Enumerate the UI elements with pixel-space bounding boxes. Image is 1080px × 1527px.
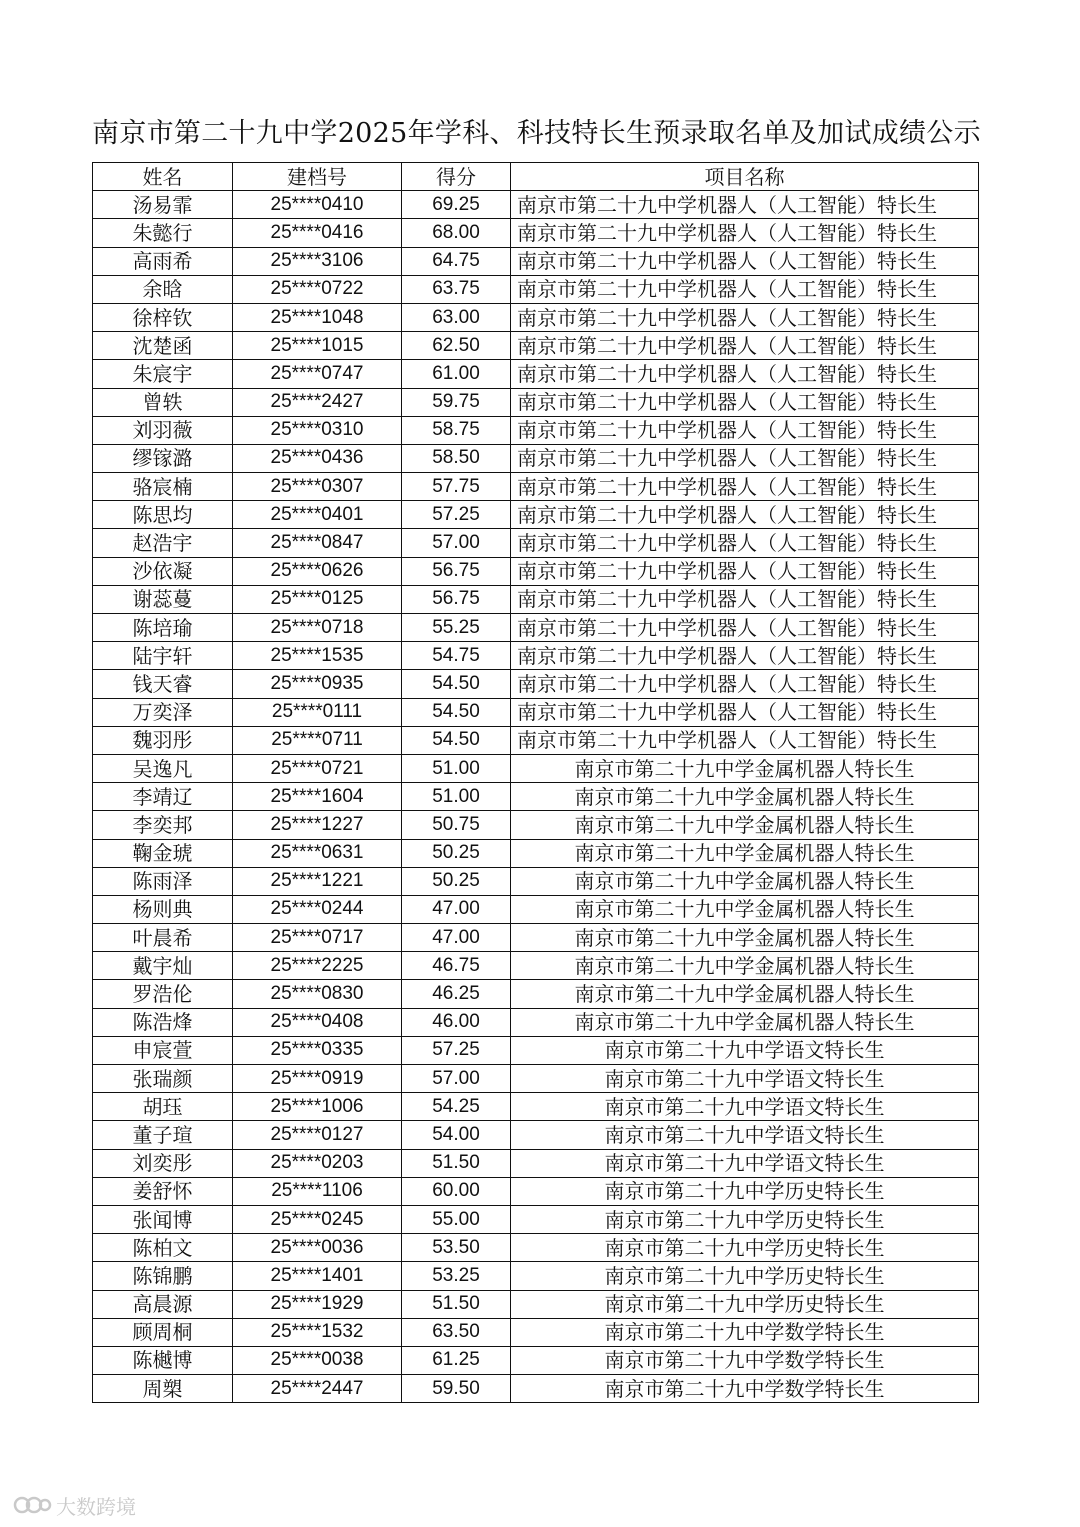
cell-score: 47.00 <box>402 895 511 923</box>
cell-project: 南京市第二十九中学数学特长生 <box>511 1375 979 1403</box>
table-row <box>93 642 979 670</box>
cell-project: 南京市第二十九中学机器人（人工智能）特长生 <box>511 191 979 219</box>
table-row <box>93 839 979 867</box>
table-row <box>93 529 979 557</box>
cell-id: 25****0718 <box>233 614 402 642</box>
cell-project: 南京市第二十九中学金属机器人特长生 <box>511 811 979 839</box>
table-row <box>93 1177 979 1205</box>
cell-project: 南京市第二十九中学金属机器人特长生 <box>511 980 979 1008</box>
cell-id: 25****3106 <box>233 247 402 275</box>
table-row <box>93 670 979 698</box>
table-row <box>93 1093 979 1121</box>
cell-project: 南京市第二十九中学语文特长生 <box>511 1093 979 1121</box>
cell-score: 54.50 <box>402 670 511 698</box>
cell-project: 南京市第二十九中学机器人（人工智能）特长生 <box>511 444 979 472</box>
cell-name: 陈柏文 <box>93 1234 233 1262</box>
table-row <box>93 614 979 642</box>
cell-id: 25****0722 <box>233 275 402 303</box>
cell-name: 董子瑄 <box>93 1121 233 1149</box>
cell-project: 南京市第二十九中学机器人（人工智能）特长生 <box>511 473 979 501</box>
cell-project: 南京市第二十九中学机器人（人工智能）特长生 <box>511 529 979 557</box>
cell-project: 南京市第二十九中学机器人（人工智能）特长生 <box>511 642 979 670</box>
header-name: 姓名 <box>93 163 233 191</box>
header-id: 建档号 <box>233 163 402 191</box>
cell-name: 魏羽彤 <box>93 726 233 754</box>
cell-score: 62.50 <box>402 332 511 360</box>
table-row <box>93 1375 979 1403</box>
cell-name: 谢蕊蔓 <box>93 585 233 613</box>
cell-id: 25****1006 <box>233 1093 402 1121</box>
cell-name: 罗浩伦 <box>93 980 233 1008</box>
cell-project: 南京市第二十九中学历史特长生 <box>511 1290 979 1318</box>
cell-id: 25****2427 <box>233 388 402 416</box>
table-row <box>93 980 979 1008</box>
cell-id: 25****0111 <box>233 698 402 726</box>
cell-project: 南京市第二十九中学机器人（人工智能）特长生 <box>511 275 979 303</box>
cell-score: 58.50 <box>402 444 511 472</box>
cell-name: 赵浩宇 <box>93 529 233 557</box>
cell-score: 55.00 <box>402 1205 511 1233</box>
cell-id: 25****0408 <box>233 1008 402 1036</box>
table-row <box>93 1290 979 1318</box>
cell-project: 南京市第二十九中学机器人（人工智能）特长生 <box>511 726 979 754</box>
cell-score: 47.00 <box>402 924 511 952</box>
cell-name: 徐梓钦 <box>93 303 233 331</box>
cell-project: 南京市第二十九中学金属机器人特长生 <box>511 952 979 980</box>
cell-score: 46.00 <box>402 1008 511 1036</box>
table-row <box>93 1346 979 1374</box>
table-row <box>93 557 979 585</box>
cell-project: 南京市第二十九中学历史特长生 <box>511 1177 979 1205</box>
cell-score: 57.75 <box>402 473 511 501</box>
cell-score: 64.75 <box>402 247 511 275</box>
cell-project: 南京市第二十九中学历史特长生 <box>511 1205 979 1233</box>
cell-score: 59.50 <box>402 1375 511 1403</box>
cell-name: 刘羽薇 <box>93 416 233 444</box>
table-row <box>93 811 979 839</box>
cell-id: 25****1929 <box>233 1290 402 1318</box>
table-row <box>93 473 979 501</box>
cell-id: 25****1015 <box>233 332 402 360</box>
cell-score: 57.00 <box>402 1065 511 1093</box>
cell-project: 南京市第二十九中学机器人（人工智能）特长生 <box>511 303 979 331</box>
cell-project: 南京市第二十九中学机器人（人工智能）特长生 <box>511 698 979 726</box>
cell-id: 25****0245 <box>233 1205 402 1233</box>
cell-id: 25****0127 <box>233 1121 402 1149</box>
table-row <box>93 585 979 613</box>
cell-project: 南京市第二十九中学数学特长生 <box>511 1318 979 1346</box>
cell-project: 南京市第二十九中学机器人（人工智能）特长生 <box>511 332 979 360</box>
cell-score: 50.25 <box>402 867 511 895</box>
table-row <box>93 1036 979 1064</box>
watermark <box>12 1492 136 1518</box>
table-row <box>93 867 979 895</box>
cell-score: 61.25 <box>402 1346 511 1374</box>
table-row <box>93 1121 979 1149</box>
table-row <box>93 754 979 782</box>
cell-project: 南京市第二十九中学历史特长生 <box>511 1262 979 1290</box>
cell-name: 陈雨泽 <box>93 867 233 895</box>
table-row <box>93 1234 979 1262</box>
table-row <box>93 1149 979 1177</box>
cell-score: 63.00 <box>402 303 511 331</box>
cell-id: 25****0307 <box>233 473 402 501</box>
cell-id: 25****0747 <box>233 360 402 388</box>
cell-project: 南京市第二十九中学机器人（人工智能）特长生 <box>511 219 979 247</box>
cell-score: 63.50 <box>402 1318 511 1346</box>
cell-name: 余晗 <box>93 275 233 303</box>
cell-score: 46.25 <box>402 980 511 1008</box>
cell-name: 叶晨希 <box>93 924 233 952</box>
cell-id: 25****0244 <box>233 895 402 923</box>
cell-score: 51.00 <box>402 754 511 782</box>
cell-name: 张闻博 <box>93 1205 233 1233</box>
watermark-logo-icon <box>12 1495 52 1515</box>
table-row <box>93 726 979 754</box>
table-row <box>93 360 979 388</box>
cell-name: 胡珏 <box>93 1093 233 1121</box>
cell-score: 51.50 <box>402 1290 511 1318</box>
cell-id: 25****0410 <box>233 191 402 219</box>
cell-project: 南京市第二十九中学机器人（人工智能）特长生 <box>511 360 979 388</box>
cell-id: 25****1535 <box>233 642 402 670</box>
table-row <box>93 1318 979 1346</box>
cell-score: 53.25 <box>402 1262 511 1290</box>
cell-score: 56.75 <box>402 557 511 585</box>
cell-score: 56.75 <box>402 585 511 613</box>
cell-id: 25****0847 <box>233 529 402 557</box>
cell-name: 顾周桐 <box>93 1318 233 1346</box>
cell-project: 南京市第二十九中学机器人（人工智能）特长生 <box>511 670 979 698</box>
cell-name: 陈锦鹏 <box>93 1262 233 1290</box>
cell-id: 25****0631 <box>233 839 402 867</box>
table-row <box>93 1262 979 1290</box>
cell-name: 高晨源 <box>93 1290 233 1318</box>
cell-name: 沈楚函 <box>93 332 233 360</box>
cell-name: 陈培瑜 <box>93 614 233 642</box>
cell-id: 25****0919 <box>233 1065 402 1093</box>
cell-score: 63.75 <box>402 275 511 303</box>
cell-score: 69.25 <box>402 191 511 219</box>
cell-name: 申宸萱 <box>93 1036 233 1064</box>
cell-id: 25****0310 <box>233 416 402 444</box>
cell-name: 陆宇轩 <box>93 642 233 670</box>
cell-name: 李靖辽 <box>93 783 233 811</box>
cell-project: 南京市第二十九中学语文特长生 <box>511 1065 979 1093</box>
cell-id: 25****0036 <box>233 1234 402 1262</box>
cell-name: 万奕泽 <box>93 698 233 726</box>
cell-name: 陈浩烽 <box>93 1008 233 1036</box>
cell-id: 25****1532 <box>233 1318 402 1346</box>
table-row <box>93 191 979 219</box>
table-row <box>93 952 979 980</box>
cell-id: 25****2447 <box>233 1375 402 1403</box>
cell-score: 61.00 <box>402 360 511 388</box>
cell-project: 南京市第二十九中学语文特长生 <box>511 1036 979 1064</box>
cell-score: 54.50 <box>402 726 511 754</box>
cell-project: 南京市第二十九中学机器人（人工智能）特长生 <box>511 614 979 642</box>
cell-score: 54.75 <box>402 642 511 670</box>
cell-score: 55.25 <box>402 614 511 642</box>
cell-name: 高雨希 <box>93 247 233 275</box>
cell-project: 南京市第二十九中学金属机器人特长生 <box>511 783 979 811</box>
table-row <box>93 416 979 444</box>
table-row <box>93 388 979 416</box>
table-row <box>93 1065 979 1093</box>
cell-id: 25****1221 <box>233 867 402 895</box>
table-row <box>93 303 979 331</box>
cell-id: 25****0125 <box>233 585 402 613</box>
admission-table <box>92 162 979 1403</box>
cell-project: 南京市第二十九中学机器人（人工智能）特长生 <box>511 416 979 444</box>
header-project: 项目名称 <box>511 163 979 191</box>
cell-score: 46.75 <box>402 952 511 980</box>
cell-project: 南京市第二十九中学机器人（人工智能）特长生 <box>511 501 979 529</box>
cell-project: 南京市第二十九中学金属机器人特长生 <box>511 754 979 782</box>
cell-score: 51.00 <box>402 783 511 811</box>
cell-project: 南京市第二十九中学金属机器人特长生 <box>511 1008 979 1036</box>
cell-id: 25****1604 <box>233 783 402 811</box>
cell-name: 张瑞颜 <box>93 1065 233 1093</box>
table-body <box>93 191 979 1403</box>
cell-score: 51.50 <box>402 1149 511 1177</box>
header-score: 得分 <box>402 163 511 191</box>
cell-project: 南京市第二十九中学历史特长生 <box>511 1234 979 1262</box>
cell-id: 25****1227 <box>233 811 402 839</box>
cell-name: 杨则典 <box>93 895 233 923</box>
cell-id: 25****0830 <box>233 980 402 1008</box>
table-row <box>93 332 979 360</box>
cell-name: 周槊 <box>93 1375 233 1403</box>
cell-project: 南京市第二十九中学金属机器人特长生 <box>511 924 979 952</box>
cell-id: 25****0711 <box>233 726 402 754</box>
cell-id: 25****0721 <box>233 754 402 782</box>
cell-project: 南京市第二十九中学金属机器人特长生 <box>511 895 979 923</box>
cell-name: 曾轶 <box>93 388 233 416</box>
cell-name: 朱懿行 <box>93 219 233 247</box>
cell-id: 25****1048 <box>233 303 402 331</box>
table-row <box>93 1008 979 1036</box>
cell-name: 刘奕彤 <box>93 1149 233 1177</box>
table-header-row <box>93 163 979 191</box>
cell-score: 57.25 <box>402 1036 511 1064</box>
cell-name: 陈樾博 <box>93 1346 233 1374</box>
table-row <box>93 444 979 472</box>
cell-name: 骆宸楠 <box>93 473 233 501</box>
cell-name: 钱天睿 <box>93 670 233 698</box>
cell-project: 南京市第二十九中学机器人（人工智能）特长生 <box>511 557 979 585</box>
cell-name: 戴宇灿 <box>93 952 233 980</box>
cell-id: 25****0401 <box>233 501 402 529</box>
cell-id: 25****1401 <box>233 1262 402 1290</box>
cell-id: 25****0717 <box>233 924 402 952</box>
cell-score: 54.50 <box>402 698 511 726</box>
cell-id: 25****2225 <box>233 952 402 980</box>
cell-name: 沙依凝 <box>93 557 233 585</box>
cell-name: 鞠金琥 <box>93 839 233 867</box>
cell-score: 57.00 <box>402 529 511 557</box>
cell-id: 25****0935 <box>233 670 402 698</box>
cell-name: 汤易霏 <box>93 191 233 219</box>
cell-score: 53.50 <box>402 1234 511 1262</box>
cell-project: 南京市第二十九中学金属机器人特长生 <box>511 839 979 867</box>
cell-project: 南京市第二十九中学机器人（人工智能）特长生 <box>511 388 979 416</box>
cell-id: 25****0335 <box>233 1036 402 1064</box>
cell-id: 25****0203 <box>233 1149 402 1177</box>
page-title: 南京市第二十九中学2025年学科、科技特长生预录取名单及加试成绩公示 <box>92 118 981 149</box>
cell-name: 缪镓潞 <box>93 444 233 472</box>
cell-id: 25****1106 <box>233 1177 402 1205</box>
cell-project: 南京市第二十九中学金属机器人特长生 <box>511 867 979 895</box>
cell-name: 陈思均 <box>93 501 233 529</box>
cell-score: 50.25 <box>402 839 511 867</box>
cell-name: 朱宸宇 <box>93 360 233 388</box>
table-row <box>93 698 979 726</box>
cell-score: 57.25 <box>402 501 511 529</box>
table-row <box>93 275 979 303</box>
cell-score: 50.75 <box>402 811 511 839</box>
table-row <box>93 219 979 247</box>
cell-score: 54.00 <box>402 1121 511 1149</box>
cell-id: 25****0038 <box>233 1346 402 1374</box>
cell-score: 60.00 <box>402 1177 511 1205</box>
cell-project: 南京市第二十九中学语文特长生 <box>511 1121 979 1149</box>
cell-score: 58.75 <box>402 416 511 444</box>
cell-name: 吴逸凡 <box>93 754 233 782</box>
cell-project: 南京市第二十九中学机器人（人工智能）特长生 <box>511 247 979 275</box>
cell-project: 南京市第二十九中学机器人（人工智能）特长生 <box>511 585 979 613</box>
table-row <box>93 783 979 811</box>
table-row <box>93 1205 979 1233</box>
watermark-text: 大数跨境 <box>56 1494 136 1519</box>
cell-score: 59.75 <box>402 388 511 416</box>
cell-project: 南京市第二十九中学数学特长生 <box>511 1346 979 1374</box>
cell-name: 姜舒怀 <box>93 1177 233 1205</box>
cell-name: 李奕邦 <box>93 811 233 839</box>
cell-id: 25****0416 <box>233 219 402 247</box>
table-row <box>93 924 979 952</box>
cell-project: 南京市第二十九中学语文特长生 <box>511 1149 979 1177</box>
table-row <box>93 895 979 923</box>
table-row <box>93 247 979 275</box>
cell-id: 25****0436 <box>233 444 402 472</box>
cell-id: 25****0626 <box>233 557 402 585</box>
table-row <box>93 501 979 529</box>
cell-score: 68.00 <box>402 219 511 247</box>
cell-score: 54.25 <box>402 1093 511 1121</box>
